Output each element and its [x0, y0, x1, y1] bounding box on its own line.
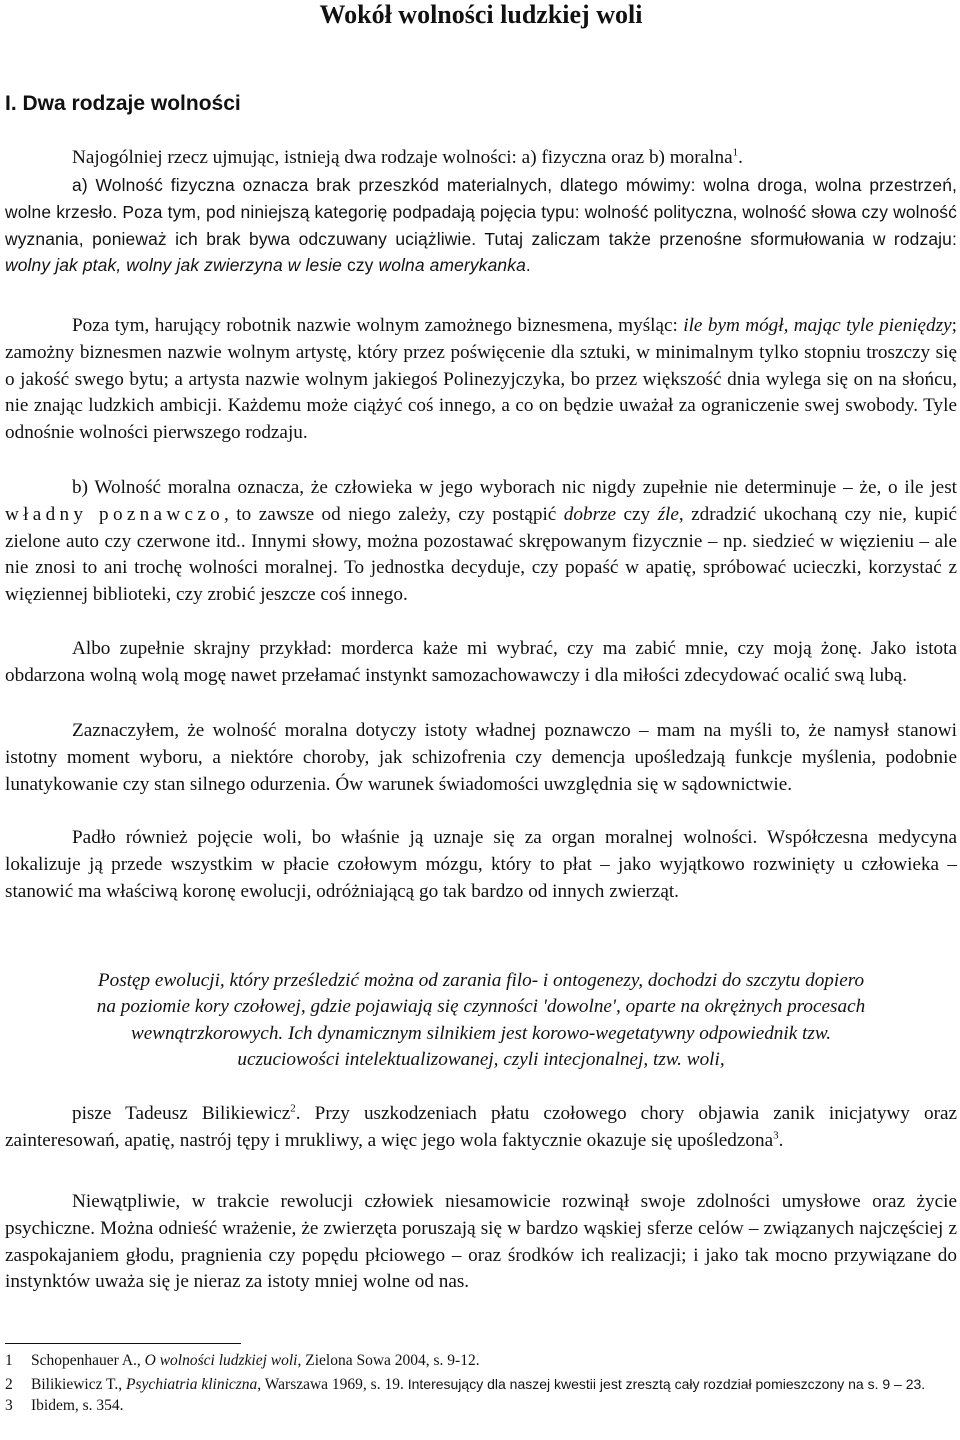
- footnote-item: [5, 1395, 957, 1416]
- paragraph-text: pisze Tadeusz Bilikiewicz: [72, 1103, 291, 1124]
- footnote-source: , Warszawa 1969, s. 19.: [257, 1376, 408, 1393]
- paragraph-cognitive: Zaznaczyłem, że wolność moralna dotyczy istoty władnej poznawczo – mam na myśli to, że namysł stanowi istotny moment wyboru, a niektóre choroby, jak schizofrenia czy demencja upośledzają funkcje myślenia, podobnie lunatykowanie czy stan silnego odurzenia. Ów warunek świadomości uwzględnia się w sądownictwie.: [5, 720, 957, 795]
- paragraph-text: .: [738, 147, 743, 168]
- paragraph-text: , zdradzić ukochaną czy nie, kupić zielone auto czy czerwone itd.. Innymi słowy, można pozostawać skrępowanym fizycznie – np. siedzieć w więzieniu – ale nie znosi to ani trochę wolności moralnej. To jednostka decyduje, czy popaść w apatię, spróbować ucieczki, korzystać z więziennej biblioteki, czy zrobić jeszcze coś innego.: [5, 503, 957, 606]
- paragraph-extreme-example: Albo zupełnie skrajny przykład: morderca każe mi wybrać, czy ma zabić mnie, czy moją żonę. Jako istota obdarzona wolną wolą mogę nawet przełamać instynkt samozachowawczy i dla miłości zdecydować ocalić swą lubą.: [5, 638, 957, 686]
- footnotes: [5, 1350, 957, 1416]
- footnote-item: [5, 1374, 957, 1395]
- paragraph-intro: [5, 145, 957, 172]
- footnote-text: [31, 1374, 957, 1395]
- quote-line: na poziomie kory czołowej, gdzie pojawiają się czynności 'dowolne', oparte na okrężnych procesach: [96, 996, 866, 1018]
- footnote-source: , Zielona Sowa 2004, s. 9-12.: [297, 1352, 480, 1369]
- italic-phrase: wolna amerykanka: [378, 255, 526, 276]
- block-quote: [5, 968, 957, 1074]
- footnote-text: [31, 1350, 957, 1371]
- italic-phrase: źle: [657, 503, 679, 525]
- paragraph-evolution: Niewątpliwie, w trakcie rewolucji człowiek niesamowicie rozwinął swoje zdolności umysłowe oraz życie psychiczne. Można odnieść wrażenie, że zwierzęta poruszają się w bardzo wąskiej sferze celów – związanych najczęściej z zaspokajaniem głodu, pragnienia czy popędu płciowego – oraz środków ich realizacji; i jako tak mocno przywiązane do instynktów uważa się je nieraz za istoty mniej wolne od nas.: [5, 1191, 957, 1293]
- paragraph-text: Poza tym, harujący robotnik nazwie wolnym zamożnego biznesmena, myśląc:: [72, 315, 684, 336]
- paragraph-text: , to zawsze od niego zależy, czy postąpić: [224, 503, 564, 525]
- footnote-author: Schopenhauer A.,: [31, 1352, 145, 1369]
- spaced-phrase: władny poznawczo: [5, 503, 225, 525]
- footnote-number: 2: [5, 1376, 13, 1393]
- footnote-work-title: Psychiatria kliniczna: [126, 1376, 258, 1393]
- paragraph-text: .: [525, 255, 531, 276]
- paragraph-text: Najogólniej rzecz ujmując, istnieją dwa rodzaje wolności: a) fizyczna oraz b) moralna: [72, 147, 733, 168]
- page-title: Wokół wolności ludzkiej woli: [319, 0, 643, 29]
- footnote-number: 1: [5, 1352, 13, 1369]
- paragraph-text: czy: [342, 255, 379, 276]
- italic-phrase: ile bym mógł, mając tyle pieniędzy: [683, 315, 952, 336]
- italic-phrase: dobrze: [563, 503, 617, 525]
- footnote-item: [5, 1350, 957, 1371]
- paragraph-physical-freedom: [5, 172, 957, 279]
- paragraph-bilikiewicz: [5, 1101, 957, 1155]
- paragraph-text: a) Wolność fizyczna oznacza brak przeszkód materialnych, dlatego mówimy: wolna droga, wolna przestrzeń, wolne krzesło. Poza tym, pod niniejszą kategorię podpadają pojęcia typu: wolność polityczna, wolność słowa czy wolność wyznania, ponieważ ich brak bywa odczuwany uciążliwie. Tutaj zaliczam także przenośne sformułowania w rodzaju:: [5, 175, 957, 249]
- quote-line: uczuciowości intelektualizowanej, czyli intecjonalnej, tzw. woli,: [237, 1049, 725, 1071]
- footnote-work-title: O wolności ludzkiej woli: [144, 1352, 298, 1369]
- paragraph-moral-freedom: [5, 475, 957, 609]
- footnote-ref[interactable]: 2: [290, 1102, 296, 1115]
- paragraph-will: Padło również pojęcie woli, bo właśnie ją uznaje się za organ moralnej wolności. Współczesna medycyna lokalizuje ją przede wszystkim w płacie czołowym mózgu, który to płat – jako wyjątkowo rozwinięty u człowieka – stanowić ma właściwą koronę ewolucji, odróżniającą go tak bardzo od innych zwierząt.: [5, 827, 957, 902]
- footnote-divider: [5, 1343, 241, 1344]
- quote-line: Postęp ewolucji, który prześledzić można od zarania filo- i ontogenezy, dochodzi do szczytu dopiero: [97, 970, 865, 991]
- paragraph-text: ; zamożny biznesmen nazwie wolnym artystę, który przez poświęcenie dla sztuki, w minimalnym tylko stopniu troszczy się o jakość swego bytu; a artysta nazwie wolnym jakiegoś Polinezyjczyka, bo przez większość dnia wylega się on na słońcu, nie znając ludzkich ambicji. Każdemu może ciążyć coś innego, a co on będzie uważał za ograniczenie swej swobody. Tyle odnośnie wolności pierwszego rodzaju.: [5, 315, 957, 444]
- paragraph-examples: [5, 313, 957, 447]
- paragraph-text: b) Wolność moralna oznacza, że człowieka w jego wyborach nic nigdy zupełnie nie determinuje – że, o ile jest: [72, 477, 957, 498]
- quote-line: wewnątrzkorowych. Ich dynamicznym silnikiem jest korowo-wegetatywny odpowiednik tzw.: [130, 1022, 832, 1044]
- footnote-author: Bilikiewicz T.,: [31, 1376, 126, 1393]
- paragraph-text: . Przy uszkodzeniach płatu czołowego chory objawia zanik inicjatywy oraz zainteresowań, apatię, nastrój tępy i mrukliwy, a więc jego wola faktycznie okazuje się upośledzona: [5, 1103, 957, 1151]
- italic-phrase: wolny jak ptak, wolny jak zwierzyna w lesie: [5, 255, 342, 276]
- footnote-ref[interactable]: 1: [732, 146, 739, 159]
- paragraph-text: .: [778, 1129, 784, 1151]
- footnote-number: 3: [5, 1397, 13, 1414]
- footnote-text: Ibidem, s. 354.: [31, 1397, 124, 1414]
- section-heading: I. Dwa rodzaje wolności: [5, 92, 241, 115]
- footnote-ref[interactable]: 3: [773, 1129, 779, 1142]
- footnote-comment: Interesujący dla naszej kwestii jest zresztą cały rozdział pomieszczony na s. 9 – 23.: [407, 1376, 926, 1392]
- paragraph-text: czy: [616, 503, 658, 525]
